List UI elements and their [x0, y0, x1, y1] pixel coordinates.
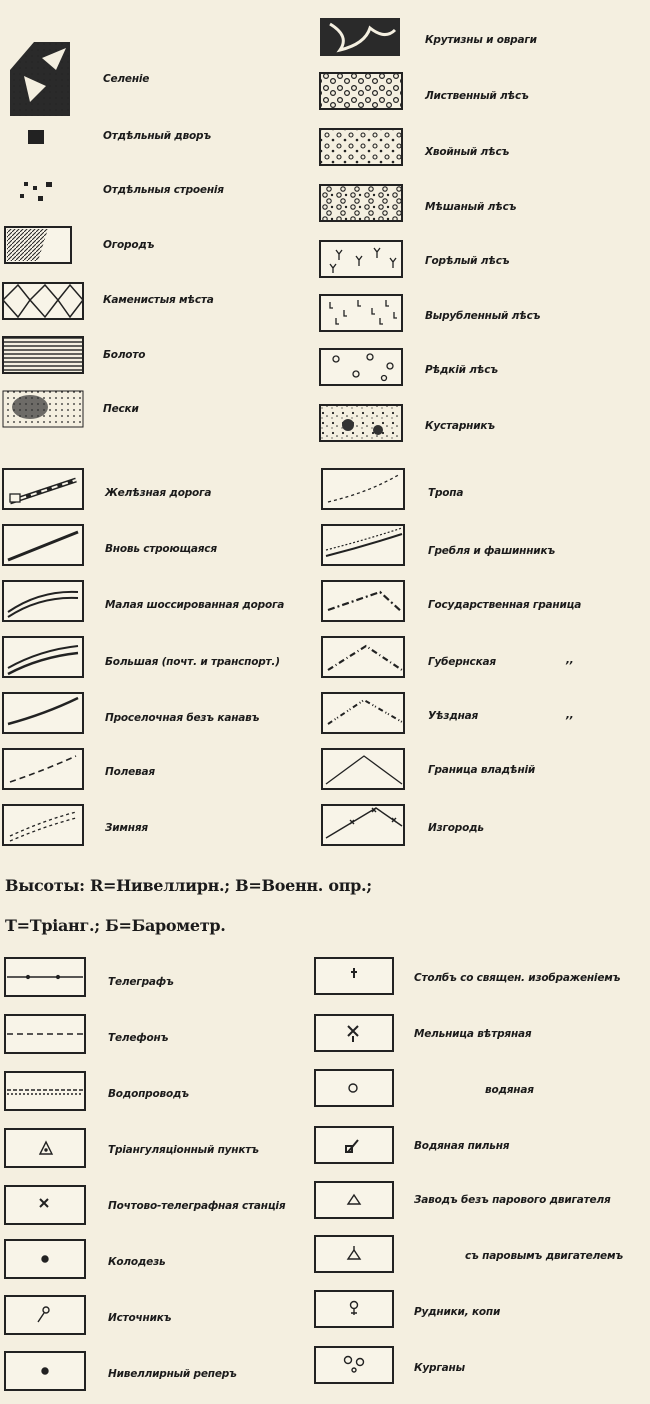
label-benchmark: Нивеллирный реперъ — [108, 1368, 237, 1380]
village-symbol — [10, 42, 70, 116]
ditto-mark-2: ,, — [566, 709, 574, 721]
sparse-forest-symbol — [320, 349, 402, 385]
label-deciduous-forest: Лиственный лѣсъ — [425, 90, 529, 102]
label-ravines: Крутизны и овраги — [425, 34, 537, 46]
label-district-border: Уѣздная — [428, 710, 479, 722]
stony-places-symbol — [3, 283, 83, 319]
label-mines: Рудники, копи — [414, 1306, 501, 1318]
ditto-mark-1: ,, — [566, 654, 574, 666]
coniferous-forest-symbol — [320, 129, 402, 165]
label-sparse-forest: Рѣдкій лѣсъ — [425, 364, 498, 376]
label-telephone: Телефонъ — [108, 1032, 169, 1044]
label-sand: Пески — [103, 403, 139, 415]
swamp-symbol — [3, 337, 83, 373]
label-single-yard: Отдѣльный дворъ — [103, 130, 212, 142]
label-factory-no-steam: Заводъ безъ парового двигателя — [414, 1194, 611, 1206]
label-railway: Желѣзная дорога — [105, 487, 212, 499]
label-well: Колодезь — [108, 1256, 166, 1268]
label-country-road: Проселочная безъ канавъ — [105, 712, 260, 724]
label-spring: Источникъ — [108, 1312, 172, 1324]
ravines-symbol — [320, 18, 400, 56]
label-sawmill: Водяная пильня — [414, 1140, 510, 1152]
single-yard-symbol — [28, 130, 44, 144]
label-stony-places: Каменистыя мѣста — [103, 294, 214, 306]
label-telegraph: Телеграфъ — [108, 976, 174, 988]
label-post-telegraph: Почтово-телеграфная станція — [108, 1200, 286, 1212]
sand-symbol — [3, 391, 83, 427]
label-windmill: Мельница вѣтряная — [414, 1028, 532, 1040]
label-fence: Изгородь — [428, 822, 484, 834]
label-state-border: Государственная граница — [428, 599, 582, 611]
burnt-forest-symbol — [320, 241, 402, 277]
label-water-main: Водопроводъ — [108, 1088, 189, 1100]
label-shrubs: Кустарникъ — [425, 420, 495, 432]
label-dam: Гребля и фашинникъ — [428, 545, 556, 557]
separate-buildings-symbol — [20, 182, 52, 201]
heights-note-line-2: T=Тріанг.; Б=Барометр. — [5, 916, 226, 935]
deciduous-forest-symbol — [320, 73, 402, 109]
label-watermill: водяная — [485, 1084, 534, 1096]
label-path: Тропа — [428, 487, 464, 499]
mixed-forest-symbol — [320, 185, 402, 221]
label-pillar-icon-post: Столбъ со священ. изображеніемъ — [414, 972, 621, 984]
label-cut-forest: Вырубленный лѣсъ — [425, 310, 541, 322]
label-main-road: Большая (почт. и транспорт.) — [105, 656, 280, 668]
label-property-line: Граница владѣній — [428, 764, 536, 776]
label-field-road: Полевая — [105, 766, 155, 778]
label-factory-steam: съ паровымъ двигателемъ — [465, 1250, 624, 1262]
label-triangulation: Тріангуляціонный пунктъ — [108, 1144, 259, 1156]
road-box-7 — [3, 805, 83, 845]
label-village: Селеніе — [103, 73, 150, 85]
cut-forest-symbol — [320, 295, 402, 331]
label-province-border: Губернская — [428, 656, 496, 668]
label-small-highway: Малая шоссированная дорога — [105, 599, 285, 611]
garden-symbol — [5, 227, 71, 263]
label-garden: Огородъ — [103, 239, 155, 251]
label-coniferous-forest: Хвойный лѣсъ — [425, 146, 510, 158]
label-mixed-forest: Мѣшаный лѣсъ — [425, 201, 517, 213]
label-new-railway: Вновь строющаяся — [105, 543, 217, 555]
label-kurgans: Курганы — [414, 1362, 465, 1374]
road-box-6 — [3, 749, 83, 789]
heights-note-line-1: Высоты: R=Нивеллирн.; В=Военн. опр.; — [5, 876, 372, 895]
label-separate-buildings: Отдѣльныя строенія — [103, 184, 224, 196]
label-swamp: Болото — [103, 349, 146, 361]
label-winter-road: Зимняя — [105, 822, 148, 834]
label-burnt-forest: Горѣлый лѣсъ — [425, 255, 510, 267]
shrubs-symbol — [320, 405, 402, 441]
